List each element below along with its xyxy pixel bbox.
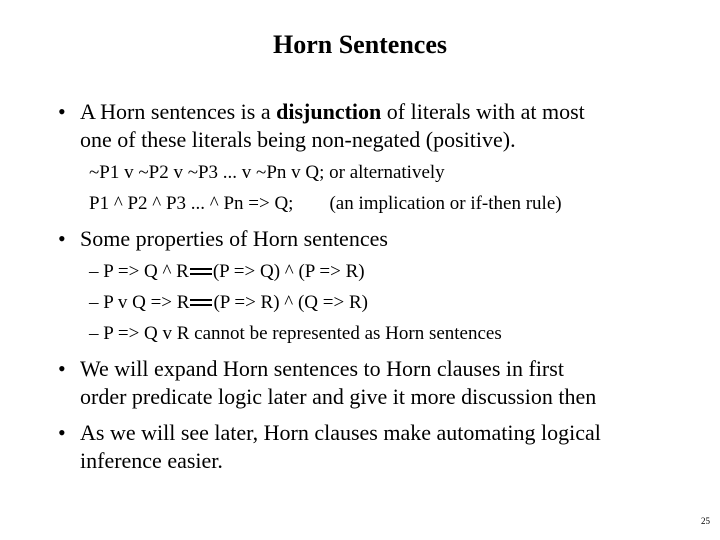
bullet-3-line-1: We will expand Horn sentences to Horn clauses in first <box>80 356 564 381</box>
bullet-marker: • <box>58 226 66 251</box>
bullet-1-text-pre: A Horn sentences is a <box>80 99 277 124</box>
property-1-lhs: – P => Q ^ R <box>89 261 189 282</box>
bullet-1-bold-term: disjunction <box>276 99 382 124</box>
property-1 <box>89 261 365 283</box>
bullet-4-line-2: inference easier. <box>80 448 223 473</box>
bullet-1-line-2: one of these literals being non-negated (positive). <box>80 127 516 152</box>
property-3: – P => Q v R cannot be represented as Horn sentences <box>89 323 502 344</box>
bullet-3-line-2: order predicate logic later and give it more discussion then <box>80 384 597 409</box>
sub-1-line-2 <box>89 193 562 215</box>
sub-1-line-1: ~P1 v ~P2 v ~P3 ... v ~Pn v Q; or alternatively <box>89 162 445 183</box>
bullet-marker: • <box>58 420 66 445</box>
property-2 <box>89 292 368 314</box>
bullet-1-text-post: of literals with at most <box>381 99 585 124</box>
bullet-marker: • <box>58 99 66 124</box>
property-2-rhs: (P => R) ^ (Q => R) <box>213 292 368 313</box>
bullet-4-line-1: As we will see later, Horn clauses make automating logical <box>80 420 601 445</box>
bullet-marker: • <box>58 356 66 381</box>
page-number: 25 <box>701 516 710 526</box>
property-2-lhs: – P v Q => R <box>89 292 190 313</box>
bullet-2: Some properties of Horn sentences <box>80 226 388 251</box>
implication-note: (an implication or if-then rule) <box>329 193 562 214</box>
equivalence-symbol <box>190 299 212 306</box>
bullet-1-line-1 <box>80 99 585 125</box>
property-1-rhs: (P => Q) ^ (P => R) <box>212 261 365 282</box>
equivalence-symbol <box>190 268 212 275</box>
slide-title: Horn Sentences <box>272 30 448 59</box>
implication-formula: P1 ^ P2 ^ P3 ... ^ Pn => Q; <box>89 193 294 214</box>
